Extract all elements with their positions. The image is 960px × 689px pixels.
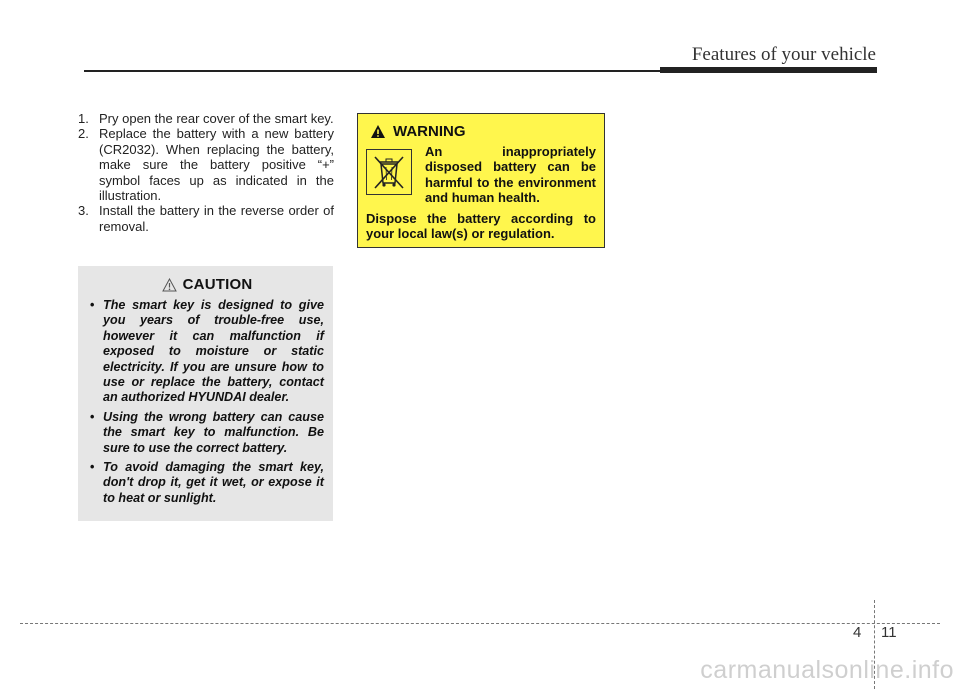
chapter-number: 4: [853, 624, 862, 641]
warning-body: [366, 144, 596, 241]
battery-steps: [78, 111, 334, 234]
page-number: 11: [881, 624, 897, 641]
footer-divider: [20, 623, 940, 624]
step-item: 2. Replace the battery with a new battery (CR2032). When replacing the battery, make sure the battery positive “+” symbol faces up as indicated in the illustration.: [78, 126, 334, 204]
warning-footer: Dispose the battery according to your local law(s) or regulation.: [366, 210, 596, 242]
section-title: Features of your vehicle: [691, 44, 876, 65]
caution-triangle-icon: [162, 278, 177, 292]
crossed-out-bin-icon: [366, 149, 412, 195]
step-item: 3. Install the battery in the reverse order of removal.: [78, 203, 334, 234]
warning-title: WARNING: [393, 123, 466, 140]
header-rule-thick: [660, 67, 877, 73]
warning-box: [357, 113, 605, 248]
warning-header: [370, 123, 596, 140]
warning-text: An inappropriately disposed battery can be harmful to the environment and human health.: [425, 144, 596, 206]
caution-title: CAUTION: [182, 276, 253, 293]
warning-triangle-icon: [370, 124, 386, 139]
caution-item: • Using the wrong battery can cause the smart key to malfunction. Be sure to use the correct battery.: [90, 409, 324, 455]
header-rule-thin: [84, 70, 664, 72]
step-item: 1. Pry open the rear cover of the smart key.: [78, 111, 334, 126]
caution-box: [78, 266, 333, 521]
caution-item: • The smart key is designed to give you years of trouble-free use, however it can malfunction if exposed to moisture or static electricity. If you are unsure how to use or replace the battery, contact an authorized HYUNDAI dealer.: [90, 298, 324, 405]
caution-item: • To avoid damaging the smart key, don't drop it, get it wet, or expose it to heat or sunlight.: [90, 460, 324, 505]
watermark: carmanualsonline.info: [700, 656, 954, 684]
caution-list: [90, 298, 324, 506]
caution-header: [90, 276, 324, 293]
